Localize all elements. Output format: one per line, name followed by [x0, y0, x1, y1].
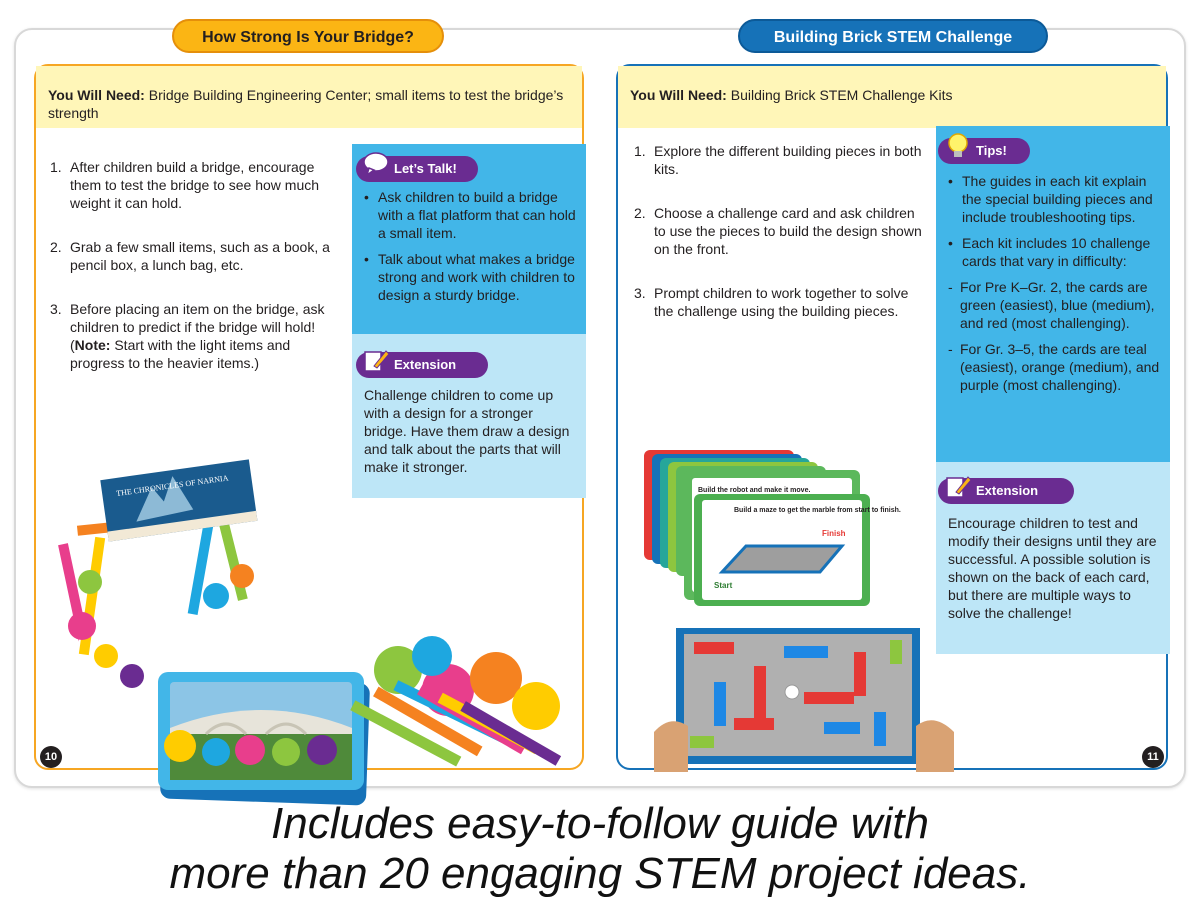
left-need-label: You Will Need:: [48, 87, 145, 103]
left-page: [34, 64, 584, 770]
right-step-3: [634, 284, 924, 320]
speech-bubble-icon: [362, 150, 390, 178]
right-extension-text: Encourage children to test and modify their designs until they are successful. A possible solution is shown on the back of each card, but there are multiple ways to solve the challenge!: [948, 515, 1157, 621]
page-number-left: 10: [40, 746, 62, 768]
step-text: Choose a challenge card and ask children to use the pieces to build the design shown on the front.: [654, 205, 922, 257]
step-number: 1.: [634, 143, 646, 159]
left-step-1: [50, 158, 340, 212]
right-extension-badge: [938, 478, 1074, 504]
card-finish-label: Finish: [822, 529, 846, 538]
left-page-title: How Strong Is Your Bridge?: [172, 19, 444, 53]
bridge-kit-photo: [46, 466, 576, 766]
extension-text: Challenge children to come up with a design for a stronger bridge. Have them draw a design and talk about the parts that will make it stronger.: [364, 387, 570, 475]
left-step-3: [50, 300, 340, 372]
pencil-paper-icon: [944, 472, 972, 500]
tips-badge: [938, 138, 1030, 164]
caption-line-2: more than 20 engaging STEM project ideas.: [169, 849, 1031, 898]
card-front-text: Build a maze to get the marble from start to finish.: [734, 507, 901, 514]
bullet-text: Ask children to build a bridge with a flat platform that can hold a small item.: [378, 189, 576, 241]
left-need-text: Bridge Building Engineering Center; small items to test the bridge’s strength: [48, 87, 564, 121]
step-text-after: Start with the light items and progress to the heavier items.): [70, 337, 291, 371]
tips-sub-item: - For Pre K–Gr. 2, the cards are green (easiest), blue (medium), and red (most challenging).: [948, 278, 1164, 332]
step-text: Explore the different building pieces in both kits.: [654, 143, 922, 177]
book-title: THE CHRONICLES OF NARNIA: [115, 473, 229, 499]
lets-talk-panel: [352, 144, 586, 334]
right-need-label: You Will Need:: [630, 87, 727, 103]
bullet-text: The guides in each kit explain the special building pieces and include troubleshooting tips.: [962, 173, 1153, 225]
step-text: Grab a few small items, such as a book, a pencil box, a lunch bag, etc.: [70, 239, 330, 273]
right-steps: [634, 142, 924, 346]
step-text: After children build a bridge, encourage them to test the bridge to see how much weight it can hold.: [70, 159, 320, 211]
left-step-2: [50, 238, 340, 274]
step-number: 3.: [50, 301, 62, 317]
lets-talk-badge: [356, 156, 478, 182]
bullet-text: Each kit includes 10 challenge cards that vary in difficulty:: [962, 235, 1151, 269]
right-need-text: Building Brick STEM Challenge Kits: [730, 87, 953, 103]
tips-list: [948, 172, 1164, 402]
lets-talk-bullet: • Talk about what makes a bridge strong and work with children to design a sturdy bridge.: [364, 250, 580, 304]
step-number: 2.: [50, 239, 62, 255]
step-number: 2.: [634, 205, 646, 221]
pencil-paper-icon: [362, 346, 390, 374]
card-back-text: Build the robot and make it move.: [698, 487, 811, 494]
step-text-before: Before placing an item on the bridge, ask children to predict if the bridge will hold! (: [70, 301, 325, 353]
page-number-right: 11: [1142, 746, 1164, 768]
right-need-band: [618, 66, 1166, 128]
lets-talk-bullets: [364, 188, 580, 312]
tips-bullet: • The guides in each kit explain the special building pieces and include troubleshooting tips.: [948, 172, 1164, 226]
brick-maze-photo: [654, 622, 954, 772]
step-number: 3.: [634, 285, 646, 301]
step-number: 1.: [50, 159, 62, 175]
tips-label: Tips!: [976, 143, 1007, 158]
bullet-text: Talk about what makes a bridge strong and work with children to design a sturdy bridge.: [378, 251, 575, 303]
step-text: Prompt children to work together to solve the challenge using the building pieces.: [654, 285, 909, 319]
right-extension-panel: [936, 462, 1170, 654]
left-steps: [50, 158, 340, 398]
sub-text: For Gr. 3–5, the cards are teal (easiest), orange (medium), and purple (most challenging).: [960, 341, 1160, 393]
caption-line-1: Includes easy-to-follow guide with: [271, 799, 929, 848]
lightbulb-icon: [944, 132, 972, 160]
card-start-label: Start: [714, 581, 733, 590]
extension-label: Extension: [394, 357, 457, 372]
challenge-cards-photo: [642, 442, 901, 612]
tips-panel: [936, 126, 1170, 462]
lets-talk-label: Let’s Talk!: [394, 161, 457, 176]
tips-bullet: • Each kit includes 10 challenge cards that vary in difficulty:: [948, 234, 1164, 270]
right-page-title: Building Brick STEM Challenge: [738, 19, 1048, 53]
right-step-1: [634, 142, 924, 178]
sub-text: For Pre K–Gr. 2, the cards are green (easiest), blue (medium), and red (most challenging).: [960, 279, 1155, 331]
lets-talk-bullet: • Ask children to build a bridge with a flat platform that can hold a small item.: [364, 188, 580, 242]
note-label: Note:: [74, 337, 111, 353]
extension-badge: [356, 352, 488, 378]
left-need-band: [36, 66, 582, 128]
right-extension-label: Extension: [976, 483, 1039, 498]
tips-sub-item: - For Gr. 3–5, the cards are teal (easiest), orange (medium), and purple (most challenging).: [948, 340, 1164, 394]
right-step-2: [634, 204, 924, 258]
step-text: [70, 300, 340, 372]
right-page: [616, 64, 1168, 770]
